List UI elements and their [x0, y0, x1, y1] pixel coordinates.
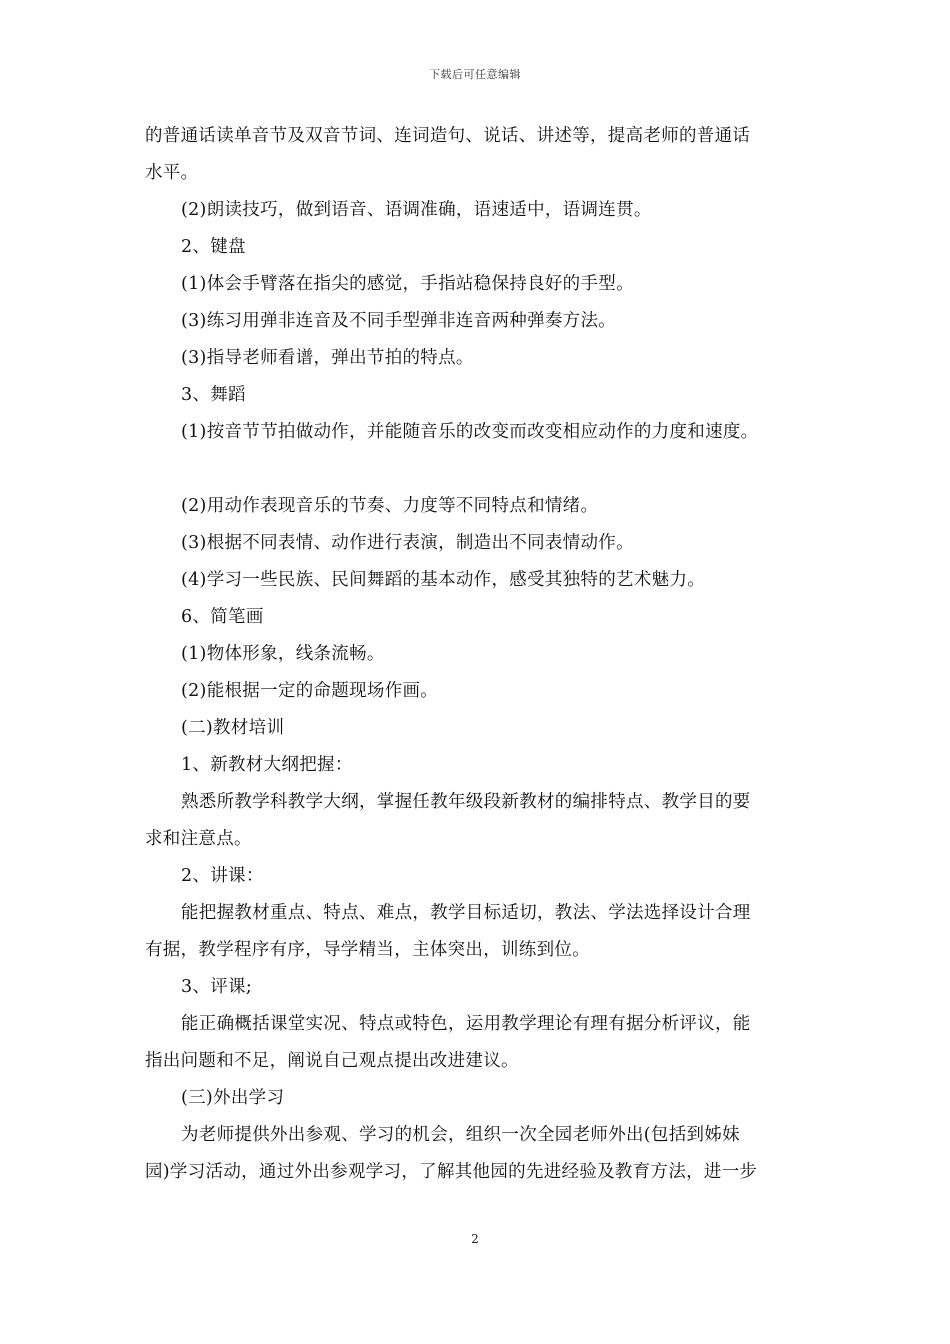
section-heading: 2、讲课：	[181, 866, 264, 886]
paragraph-line: 的普通话读单音节及双音节词、连词造句、说话、讲述等，提高老师的普通话	[145, 126, 751, 146]
section-heading: 3、评课;	[181, 977, 253, 997]
paragraph-line: 能把握教材重点、特点、难点，教学目标适切，教法、学法选择设计合理	[181, 903, 751, 923]
paragraph-line: 水平。	[145, 163, 199, 183]
section-heading: (二)教材培训	[181, 718, 285, 738]
section-heading: 6、简笔画	[181, 607, 264, 627]
paragraph-line: (1)物体形象，线条流畅。	[181, 644, 385, 664]
paragraph-line: 为老师提供外出参观、学习的机会，组织一次全园老师外出(包括到姊妹	[181, 1125, 740, 1145]
section-heading: 2、键盘	[181, 237, 246, 257]
section-heading: (三)外出学习	[181, 1088, 285, 1108]
paragraph-line: 能正确概括课堂实况、特点或特色，运用教学理论有理有据分析评议，能	[181, 1014, 751, 1034]
paragraph-line: (2)能根据一定的命题现场作画。	[181, 681, 439, 701]
paragraph-line: (2)朗读技巧，做到语音、语调准确，语速适中，语调连贯。	[181, 200, 652, 220]
paragraph-line: (3)指导老师看谱，弹出节拍的特点。	[181, 348, 474, 368]
section-heading: 1、新教材大纲把握：	[181, 755, 353, 775]
paragraph-line: (1)体会手臂落在指尖的感觉，手指站稳保持良好的手型。	[181, 274, 634, 294]
paragraph-line: 园)学习活动，通过外出参观学习，了解其他园的先进经验及教育方法，进一步	[145, 1162, 758, 1182]
blank-gap	[145, 451, 810, 488]
paragraph-line: (3)根据不同表情、动作进行表演，制造出不同表情动作。	[181, 533, 634, 553]
paragraph-line: 熟悉所教学科教学大纲，掌握任教年级段新教材的编排特点、教学目的要	[181, 792, 751, 812]
page-number: 2	[471, 1232, 479, 1246]
paragraph-line: 指出问题和不足，阐说自己观点提出改进建议。	[145, 1051, 519, 1071]
paragraph-line: 有据，教学程序有序，导学精当，主体突出，训练到位。	[145, 940, 590, 960]
page-header: 下载后可任意编辑	[429, 68, 521, 81]
paragraph-line: 求和注意点。	[145, 829, 252, 849]
paragraph-line: (3)练习用弹非连音及不同手型弹非连音两种弹奏方法。	[181, 311, 617, 331]
section-heading: 3、舞蹈	[181, 385, 246, 405]
paragraph-line: (2)用动作表现音乐的节奏、力度等不同特点和情绪。	[181, 496, 599, 516]
paragraph-line: (4)学习一些民族、民间舞蹈的基本动作，感受其独特的艺术魅力。	[181, 570, 706, 590]
paragraph-line: (1)按音节节拍做动作，并能随音乐的改变而改变相应动作的力度和速度。	[181, 422, 759, 442]
document-body	[145, 118, 810, 1191]
